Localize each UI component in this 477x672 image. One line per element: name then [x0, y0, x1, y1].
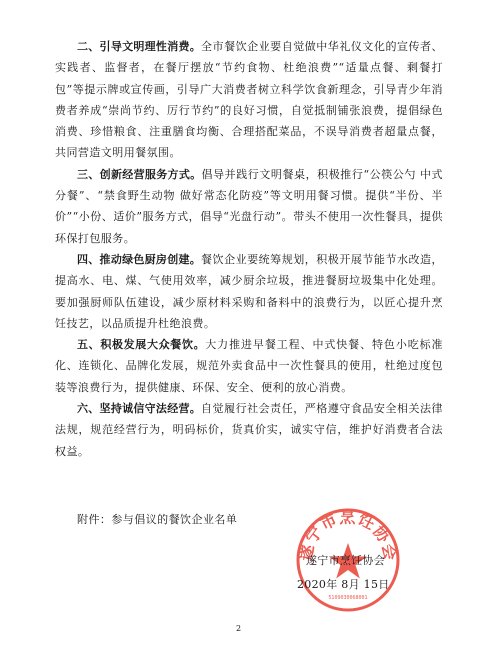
section-2-paragraph — [55, 36, 443, 164]
section-3-paragraph — [55, 164, 443, 249]
issuing-organization: 遂宁市烹饪协会 — [306, 554, 386, 567]
section-5-text: 大力推进早餐工程、中式快餐、特色小吃标准化、连锁化、品牌化发展，规范外卖食品中一次性餐具的使用，杜绝过度包装等浪费行为，提供健康、环保、安全、便利的放心消费。 — [55, 338, 444, 394]
document-body — [55, 36, 443, 462]
section-3-heading: 三、创新经营服务方式。 — [77, 167, 202, 181]
seal-text: 遂宁市烹饪协会 — [296, 507, 400, 563]
seal-serial-icon: 5109030068001 — [328, 595, 368, 601]
section-6-paragraph — [55, 398, 443, 462]
section-6-heading: 六、坚持诚信守法经营。 — [77, 402, 202, 416]
section-4-text: 餐饮企业要统筹规划，积极开展节能节水改造，提高水、电、煤、气使用效率，减少厨余垃圾，推进餐厨垃圾集中化处理。要加强厨师队伍建设，减少原材料采购和备料中的浪费行为，以匠心提升烹饪技艺，以品质提升杜绝浪费。 — [55, 252, 443, 330]
section-3-text: 倡导并践行文明餐桌，积极推行“公筷公勺 中式分餐”、“禁食野生动物 做好常态化防疫”等文明用餐习惯。提供“半份、半价”“小份、适价”服务方式，倡导“光盘行动”。带头不使用一次性餐具，提供环保打包服务。 — [55, 167, 443, 245]
section-6-text: 自觉履行社会责任，严格遵守食品安全相关法律法规，规范经营行为，明码标价，货真价实，诚实守信，维护好消费者合法权益。 — [55, 402, 443, 458]
section-5-heading: 五、积极发展大众餐饮。 — [77, 338, 206, 352]
section-2-heading: 二、引导文明理性消费。 — [77, 40, 202, 53]
section-4-paragraph — [55, 249, 443, 334]
section-2-text: 全市餐饮企业要自觉做中华礼仪文化的宣传者、实践者、监督者，在餐厅摆放“节约食物、杜绝浪费”“适量点餐、剩餐打包”等提示牌或宣传画，引导广大消费者树立科学饮食新理念，引导青少年消费者养成“崇尚节约、厉行节约”的良好习惯，自觉抵制铺张浪费，提倡绿色消费、珍惜粮食、注重膳食均衡、合理搭配菜品，不误导消费者超量点餐，共同营造文明用餐氛围。 — [55, 40, 443, 160]
page-number: 2 — [235, 624, 242, 633]
section-5-paragraph — [55, 334, 443, 398]
issue-date: 2020年 8月 15日 — [297, 578, 390, 591]
attachment-note: 附件：参与倡议的餐饮企业名单 — [77, 513, 238, 526]
section-4-heading: 四、推动绿色厨房创建。 — [77, 252, 202, 266]
